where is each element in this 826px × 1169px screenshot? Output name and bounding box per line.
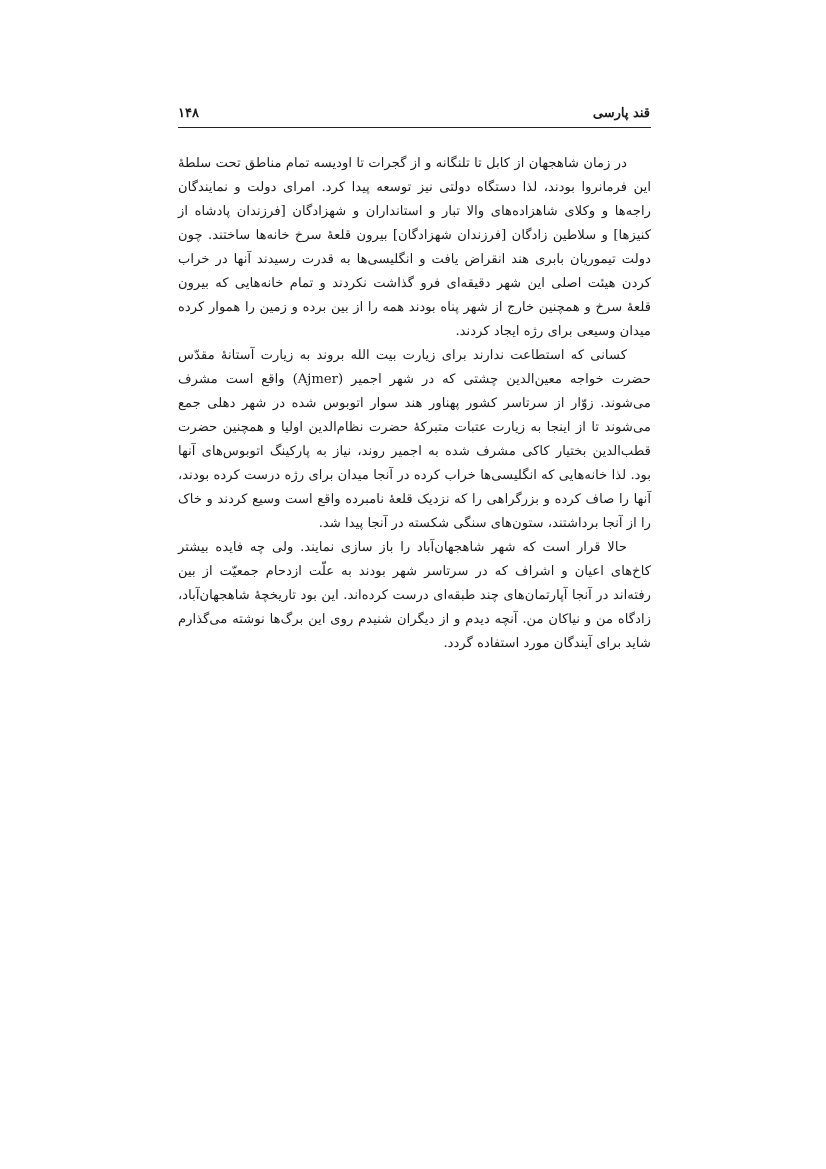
journal-title: قند پارسی [592, 106, 650, 121]
paragraph-2: کسانی که استطاعت ندارند برای زیارت بیت الله بروند به زیارت آستانهٔ مقدّس حضرت خواجه معین‌الدین چشتی که در شهر اجمیر (Ajmer) واقع است مشرف می‌شوند. زوّار از سرتاسر کشور پهناور هند سوار اتوبوس شده در شهر دهلی جمع می‌شوند تا از اینجا به زیارت عتبات متبرکهٔ حضرت نظام‌الدین اولیا و همچنین حضرت قطب‌الدین بختیار کاکی مشرف شده به اجمیر روند، نیاز به پارکینگ اتوبوس‌های آنها بود. لذا خانه‌هایی که انگلیسی‌ها خراب کرده در آنجا میدان برای رژه درست کرده بودند، آنها را صاف کرده و بزرگراهی را که نزدیک قلعهٔ نامبرده واقع است وسیع کردند و خاک را از آنجا برداشتند، ستون‌های سنگی شکسته در آنجا پیدا شد. [178, 348, 651, 531]
paragraph-1: در زمان شاهجهان از کابل تا تلنگانه و از گجرات تا اودیسه تمام مناطق تحت سلطهٔ این فرمانروا بودند، لذا دستگاه دولتی نیز توسعه پیدا کرد. امرای دولت و نمایندگان راجه‌ها و وکلای شاهزاده‌های والا تبار و استانداران و شهزادگان [فرزندان پادشاه از کنیزها] و سلاطین زادگان [فرزندان شهزادگان] بیرون قلعهٔ سرخ خانه‌ها ساختند. چون دولت تیموریان بابری هند انقراض یافت و انگلیسی‌ها به قدرت رسیدند آنها در خراب کردن هیئت اصلی این شهر دقیقه‌ای فرو گذاشت نکردند و تمام خانه‌هایی که بیرون قلعهٔ سرخ و همچنین خارج از شهر پناه بودند همه را از بین برده و زمین را هموار کرده میدان وسیعی برای رژه ایجاد کردند. [178, 156, 651, 339]
page-number: ۱۴۸ [178, 106, 199, 121]
header-divider [178, 127, 651, 128]
running-header [178, 104, 650, 126]
paragraph-3: حالا قرار است که شهر شاهجهان‌آباد را باز سازی نمایند. ولی چه فایده بیشتر کاخ‌های اعیان و اشراف که در سرتاسر شهر بودند به علّت ازدحام جمعیّت از بین رفته‌اند در آنجا آپارتمان‌های چند طبقه‌ای درست کرده‌اند. این بود تاریخچهٔ شاهجهان‌آباد، زادگاه من و نیاکان من. آنچه دیدم و از دیگران شنیدم روی این برگ‌ها نوشته می‌گذارم شاید برای آیندگان مورد استفاده گردد. [178, 540, 651, 651]
body-text [178, 152, 651, 656]
